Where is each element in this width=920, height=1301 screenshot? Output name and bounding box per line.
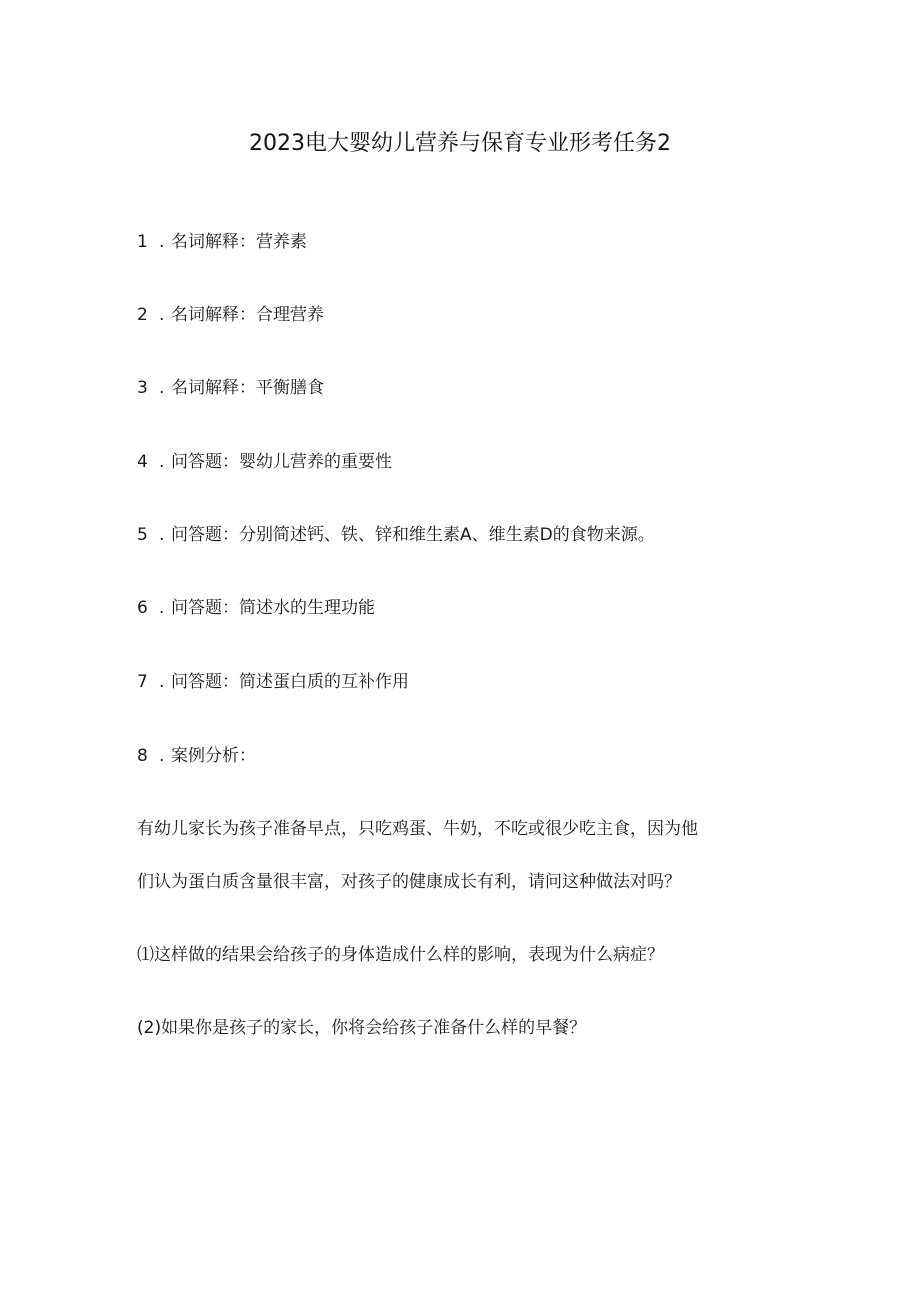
question-4 [137,450,392,474]
question-separator: . [159,232,165,252]
question-separator: . [159,305,165,325]
case-subquestion-2: (2)如果你是孩子的家长，你将会给孩子准备什么样的早餐？ [137,1018,587,1038]
question-8 [137,744,256,768]
question-number: 3 [137,378,148,398]
question-7 [137,670,409,694]
question-text: 问答题：简述蛋白质的互补作用 [171,672,409,692]
question-text: 问答题：简述水的生理功能 [171,598,375,618]
question-separator: . [159,672,165,692]
case-paragraph-line-2: 们认为蛋白质含量很丰富，对孩子的健康成长有利，请问这种做法对吗？ [137,872,681,892]
question-separator: . [159,598,165,618]
question-6 [137,596,375,620]
question-separator: . [159,746,165,766]
question-separator: . [159,452,165,472]
question-text: 问答题：婴幼儿营养的重要性 [171,452,392,472]
question-number: 8 [137,746,148,766]
question-number: 5 [137,525,148,545]
question-2 [137,303,324,327]
question-text: 名词解释：营养素 [171,232,307,252]
question-1 [137,230,307,254]
question-separator: . [159,378,165,398]
question-number: 6 [137,598,148,618]
question-number: 1 [137,232,148,252]
case-paragraph-line-1: 有幼儿家长为孩子准备早点，只吃鸡蛋、牛奶，不吃或很少吃主食，因为他 [137,819,698,839]
question-number: 2 [137,305,148,325]
question-number: 7 [137,672,148,692]
case-subquestion-1: ⑴这样做的结果会给孩子的身体造成什么样的影响，表现为什么病症？ [137,945,664,965]
question-text: 案例分析： [171,746,256,766]
question-text: 问答题：分别简述钙、铁、锌和维生素A、维生素D的食物来源。 [171,525,655,545]
question-3 [137,376,324,400]
question-number: 4 [137,452,148,472]
question-separator: . [159,525,165,545]
question-text: 名词解释：合理营养 [171,305,324,325]
question-text: 名词解释：平衡膳食 [171,378,324,398]
document-title: 2023电大婴幼儿营养与保育专业形考任务2 [249,131,671,156]
question-5 [137,523,655,547]
